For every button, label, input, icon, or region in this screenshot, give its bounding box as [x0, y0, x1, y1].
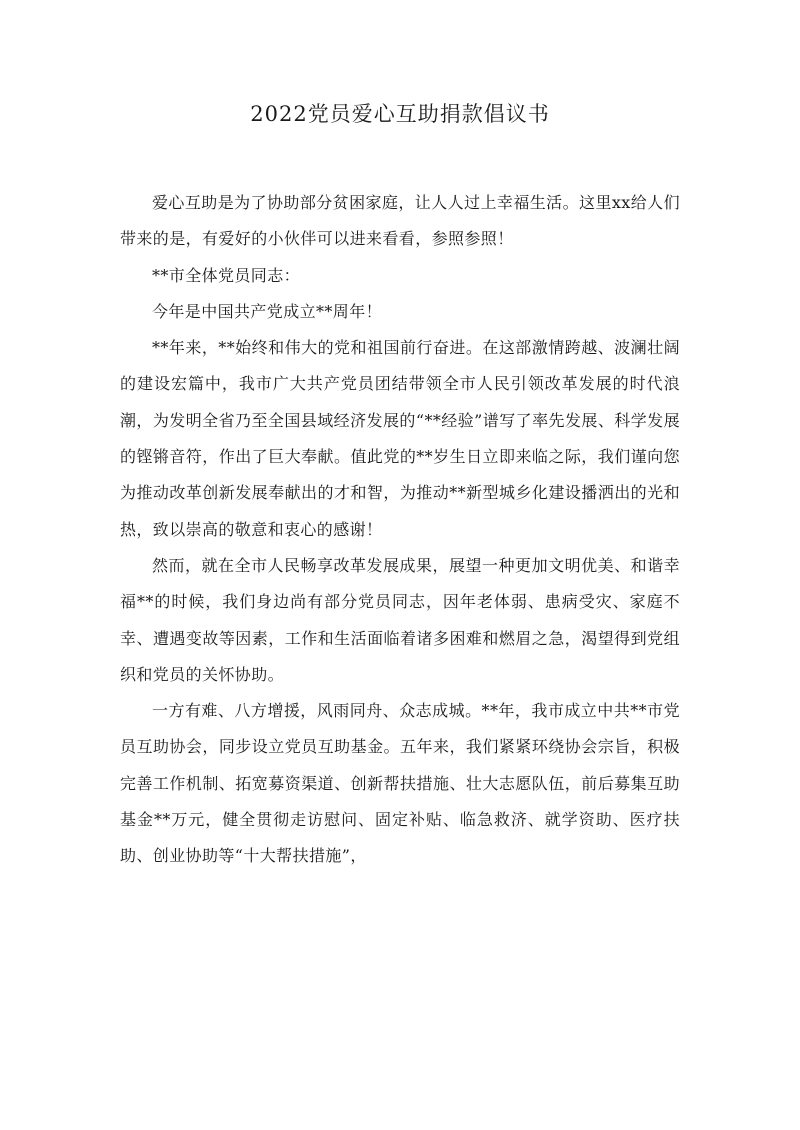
- document-body: [120, 185, 680, 875]
- body-paragraph: 一方有难、八方增援，风雨同舟、众志成城。**年，我市成立中共**市党员互助协会，同步设立党员互助基金。五年来，我们紧紧环绕协会宗旨，积极完善工作机制、拓宽募资渠道、创新帮扶措施、壮大志愿队伍，前后募集互助基金**万元，健全贯彻走访慰问、固定补贴、临急救济、就学资助、医疗扶助、创业协助等“十大帮扶措施”，: [120, 701, 680, 866]
- salutation-paragraph: **市全体党员同志：: [152, 265, 301, 285]
- anniversary-paragraph: 今年是中国共产党成立**周年！: [152, 301, 383, 321]
- document-title: 2022党员爱心互助捐款倡议书: [250, 102, 550, 126]
- body-paragraph: **年来，**始终和伟大的党和祖国前行奋进。在这部激情跨越、波澜壮阔的建设宏篇中，我市广大共产党员团结带领全市人民引领改革发展的时代浪潮，为发明全省乃至全国县域经济发展的“**经验”谱写了率先发展、科学发展的铿锵音符，作出了巨大奉献。值此党的**岁生日立即来临之际，我们谨向您为推动改革创新发展奉献出的才和智，为推动**新型城乡化建设播洒出的光和热，致以崇高的敬意和衷心的感谢！: [120, 338, 680, 539]
- body-paragraph: 然而，就在全市人民畅享改革发展成果，展望一种更加文明优美、和谐幸福**的时候，我们身边尚有部分党员同志，因年老体弱、患病受灾、家庭不幸、遭遇变故等因素，工作和生活面临着诸多困难和燃眉之急，渴望得到党组织和党员的关怀协助。: [120, 555, 680, 684]
- intro-paragraph: 爱心互助是为了协助部分贫困家庭，让人人过上幸福生活。这里xx给人们带来的是，有爱好的小伙伴可以进来看看，参照参照！: [120, 193, 680, 249]
